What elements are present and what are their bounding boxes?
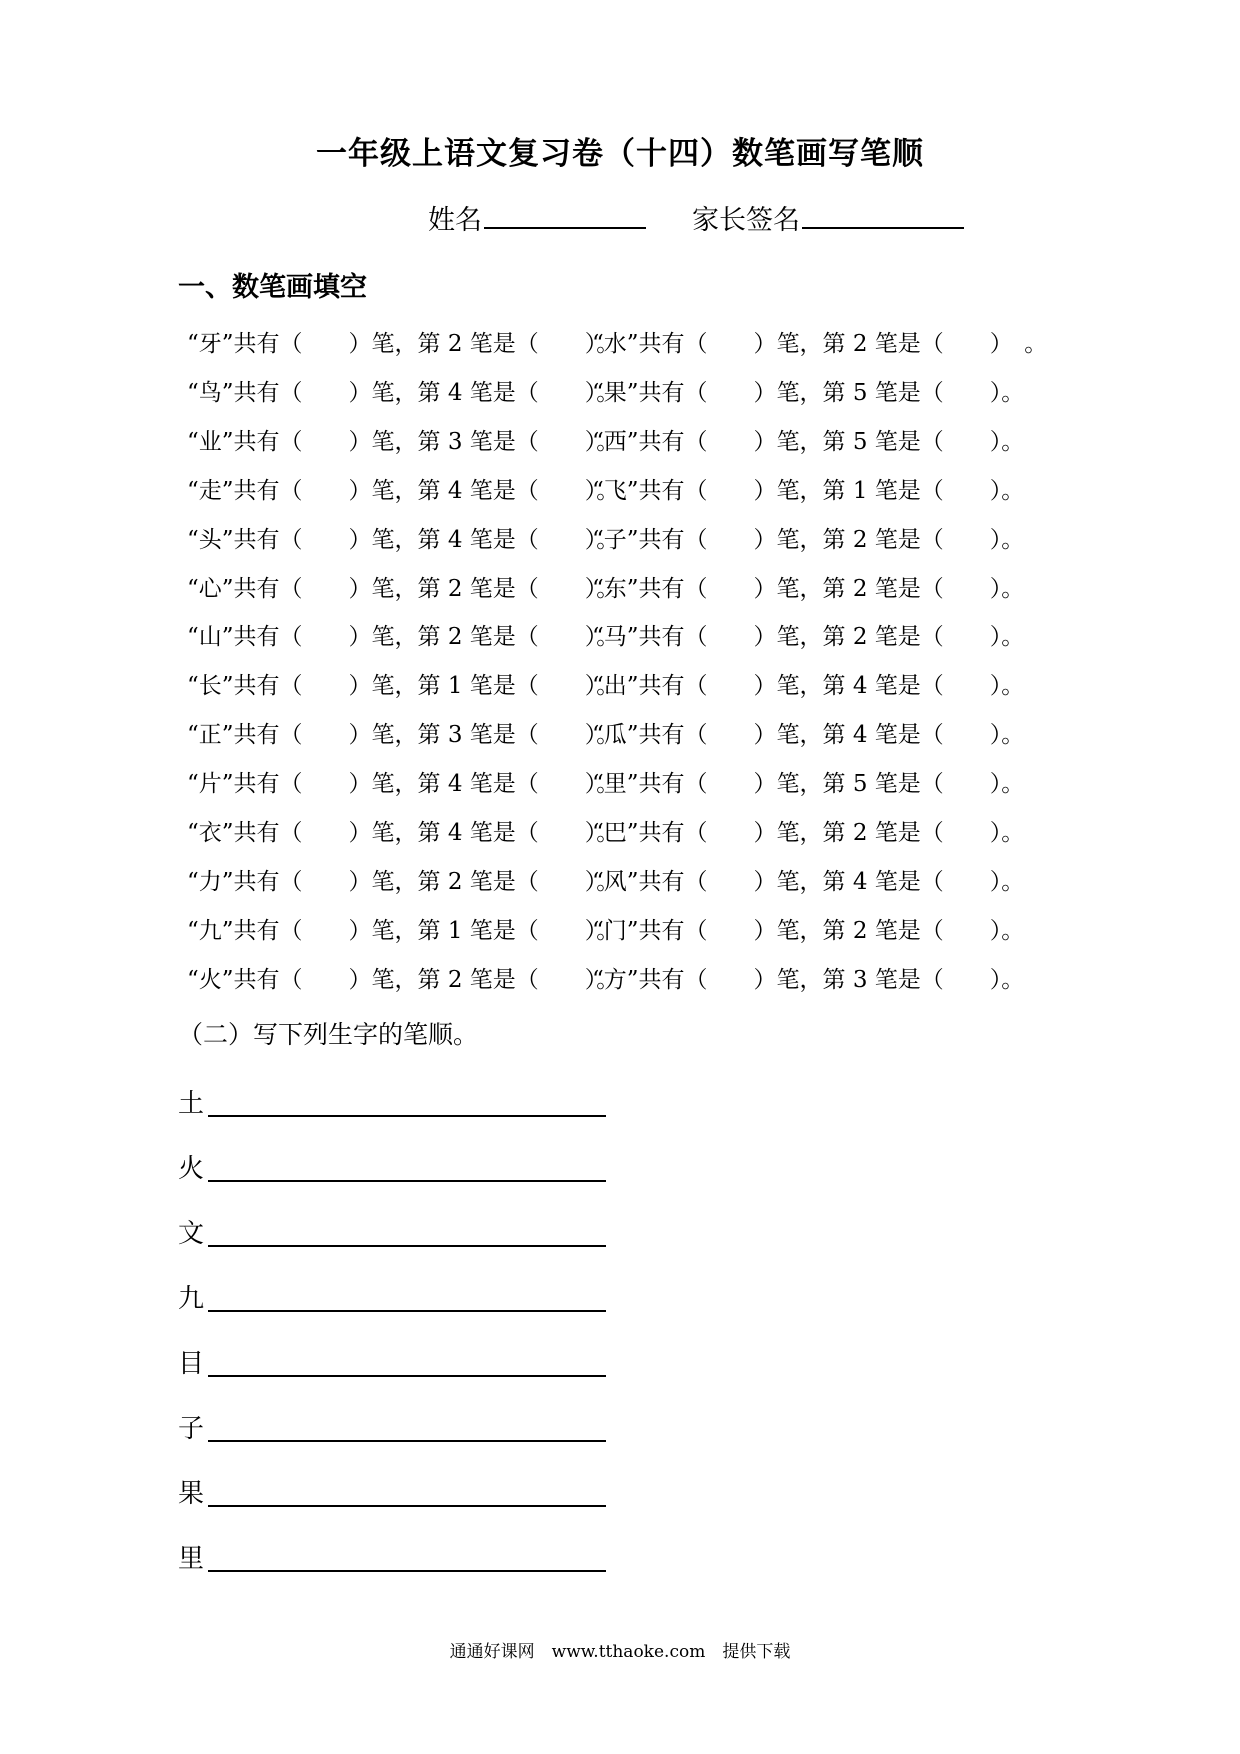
exercise-left[interactable]: “心”共有（ ）笔，第 2 笔是（ ）。	[187, 575, 620, 602]
stroke-order-char: 里	[178, 1544, 205, 1574]
exercise-left[interactable]: “火”共有（ ）笔，第 2 笔是（ ）。	[187, 966, 620, 993]
exercise-right[interactable]: “子”共有（ ）笔，第 2 笔是（ ）。	[592, 526, 1025, 553]
exercise-row	[187, 521, 1067, 561]
exercise-row	[187, 667, 1067, 707]
section2-heading: （二）写下列生字的笔顺。	[178, 1020, 479, 1049]
parent-signature-label: 家长签名	[692, 205, 800, 236]
exercise-left[interactable]: “力”共有（ ）笔，第 2 笔是（ ）。	[187, 868, 620, 895]
exercise-right[interactable]: “出”共有（ ）笔，第 4 笔是（ ）。	[592, 673, 1025, 700]
exercise-row	[187, 765, 1067, 805]
exercise-left[interactable]: “片”共有（ ）笔，第 4 笔是（ ）。	[187, 771, 620, 798]
exercise-left[interactable]: “走”共有（ ）笔，第 4 笔是（ ）。	[187, 477, 620, 504]
stroke-order-item	[178, 1278, 608, 1318]
footer-credit: 通通好课网 www.tthaoke.com 提供下载	[449, 1642, 791, 1662]
stroke-order-item	[178, 1538, 608, 1578]
stroke-order-item	[178, 1083, 608, 1123]
stroke-order-answer-line[interactable]	[208, 1440, 606, 1442]
exercise-row	[187, 570, 1067, 610]
stroke-order-char: 文	[178, 1219, 205, 1249]
stroke-order-char: 土	[178, 1089, 205, 1119]
exercise-left[interactable]: “牙”共有（ ）笔，第 2 笔是（ ）。	[187, 331, 620, 357]
exercise-left[interactable]: “长”共有（ ）笔，第 1 笔是（ ）。	[187, 673, 620, 700]
exercise-left[interactable]: “山”共有（ ）笔，第 2 笔是（ ）。	[187, 624, 620, 651]
exercise-right[interactable]: “马”共有（ ）笔，第 2 笔是（ ）。	[592, 624, 1025, 651]
stroke-order-char: 火	[178, 1154, 205, 1184]
exercise-left[interactable]: “鸟”共有（ ）笔，第 4 笔是（ ）。	[187, 379, 620, 406]
exercise-left[interactable]: “头”共有（ ）笔，第 4 笔是（ ）。	[187, 526, 620, 553]
stroke-order-answer-line[interactable]	[208, 1245, 606, 1247]
stroke-order-answer-line[interactable]	[208, 1570, 606, 1572]
stroke-order-char: 九	[178, 1284, 205, 1314]
stroke-order-item	[178, 1148, 608, 1188]
exercise-right[interactable]: “里”共有（ ）笔，第 5 笔是（ ）。	[592, 771, 1025, 798]
stroke-order-char: 子	[178, 1414, 205, 1444]
exercise-row	[187, 325, 1067, 365]
stroke-order-char: 目	[178, 1349, 205, 1379]
exercise-row	[187, 961, 1067, 1001]
exercise-right[interactable]: “水”共有（ ）笔，第 2 笔是（ ） 。	[592, 331, 1048, 357]
exercise-left[interactable]: “业”共有（ ）笔，第 3 笔是（ ）。	[187, 428, 620, 455]
exercise-left[interactable]: “正”共有（ ）笔，第 3 笔是（ ）。	[187, 722, 620, 749]
exercise-right[interactable]: “风”共有（ ）笔，第 4 笔是（ ）。	[592, 868, 1025, 895]
exercise-row	[187, 423, 1067, 463]
exercise-right[interactable]: “飞”共有（ ）笔，第 1 笔是（ ）。	[592, 477, 1025, 504]
stroke-order-answer-line[interactable]	[208, 1115, 606, 1117]
parent-signature-blank[interactable]	[802, 227, 964, 229]
exercise-right[interactable]: “果”共有（ ）笔，第 5 笔是（ ）。	[592, 379, 1025, 406]
name-field[interactable]	[428, 198, 646, 237]
stroke-order-answer-line[interactable]	[208, 1310, 606, 1312]
stroke-order-item	[178, 1408, 608, 1448]
exercise-row	[187, 912, 1067, 952]
exercise-row	[187, 814, 1067, 854]
exercise-row	[187, 374, 1067, 414]
stroke-order-item	[178, 1343, 608, 1383]
section1-heading: 一、数笔画填空	[178, 272, 367, 303]
stroke-order-item	[178, 1473, 608, 1513]
exercise-right[interactable]: “门”共有（ ）笔，第 2 笔是（ ）。	[592, 917, 1025, 944]
exercise-right[interactable]: “方”共有（ ）笔，第 3 笔是（ ）。	[592, 966, 1025, 993]
exercise-row	[187, 716, 1067, 756]
exercise-row	[187, 618, 1067, 658]
stroke-order-answer-line[interactable]	[208, 1180, 606, 1182]
name-label: 姓名	[428, 205, 482, 236]
stroke-order-char: 果	[178, 1479, 205, 1509]
exercise-row	[187, 863, 1067, 903]
stroke-order-item	[178, 1213, 608, 1253]
name-blank[interactable]	[484, 227, 646, 229]
exercise-row	[187, 472, 1067, 512]
exercise-right[interactable]: “瓜”共有（ ）笔，第 4 笔是（ ）。	[592, 722, 1025, 749]
stroke-order-answer-line[interactable]	[208, 1505, 606, 1507]
exercise-right[interactable]: “西”共有（ ）笔，第 5 笔是（ ）。	[592, 428, 1025, 455]
parent-signature-field[interactable]	[692, 198, 964, 237]
exercise-left[interactable]: “九”共有（ ）笔，第 1 笔是（ ）。	[187, 917, 620, 944]
stroke-order-answer-line[interactable]	[208, 1375, 606, 1377]
exercise-right[interactable]: “东”共有（ ）笔，第 2 笔是（ ）。	[592, 575, 1025, 602]
exercise-right[interactable]: “巴”共有（ ）笔，第 2 笔是（ ）。	[592, 820, 1025, 846]
exercise-left[interactable]: “衣”共有（ ）笔，第 4 笔是（ ）。	[187, 820, 620, 846]
page-title: 一年级上语文复习卷（十四）数笔画写笔顺	[316, 136, 924, 172]
